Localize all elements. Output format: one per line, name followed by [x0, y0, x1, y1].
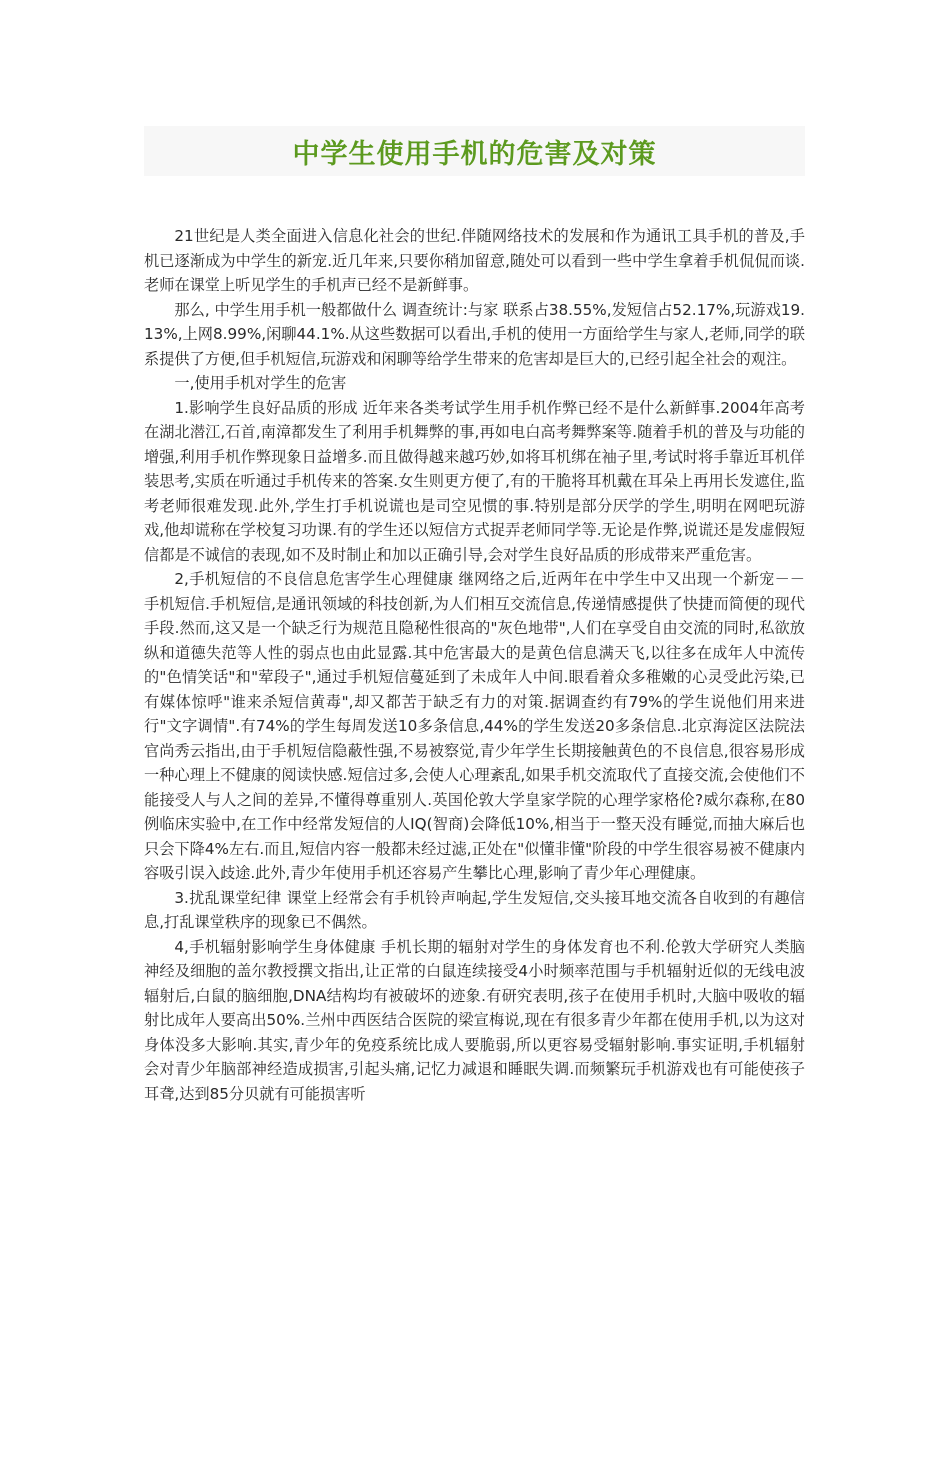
paragraph-survey: 那么, 中学生用手机一般都做什么 调查统计:与家 联系占38.55%,发短信占52.17%,玩游戏19.13%,上网8.99%,闲聊44.1%.从这些数据可以看出,手机的使用一方面给学生与家人,老师,同学的联系提供了方便,但手机短信,玩游戏和闲聊等给学生带来的危害却是巨大的,已经引起全社会的观注。 — [144, 300, 805, 368]
paragraph-point-4: 4,手机辐射影响学生身体健康 手机长期的辐射对学生的身体发育也不利.伦敦大学研究人类脑神经及细胞的盖尔教授撰文指出,让正常的白鼠连续接受4小时频率范围与手机辐射近似的无线电波辐射后,白鼠的脑细胞,DNA结构均有被破坏的迹象.有研究表明,孩子在使用手机时,大脑中吸收的辐射比成年人要高出50%.兰州中西医结合医院的梁宣梅说,现在有很多青少年都在使用手机,以为这对身体没多大影响.其实,青少年的免疫系统比成人要脆弱,所以更容易受辐射影响.事实证明,手机辐射会对青少年脑部神经造成损害,引起头痛,记忆力减退和睡眠失调.而频繁玩手机游戏也有可能使孩子耳聋,达到85分贝就有可能损害听 — [144, 937, 805, 1103]
paragraph-intro: 21世纪是人类全面进入信息化社会的世纪.伴随网络技术的发展和作为通讯工具手机的普及,手机已逐渐成为中学生的新宠.近几年来,只要你稍加留意,随处可以看到一些中学生拿着手机侃侃而谈.老师在课堂上听见学生的手机声已经不是新鲜事。 — [144, 227, 805, 294]
document-body — [144, 224, 805, 1106]
page-title: 中学生使用手机的危害及对策 — [292, 138, 657, 170]
section-heading: 一,使用手机对学生的危害 — [174, 374, 347, 392]
paragraph-point-2: 2,手机短信的不良信息危害学生心理健康 继网络之后,近两年在中学生中又出现一个新宠－－手机短信.手机短信,是通讯领域的科技创新,为人们相互交流信息,传递情感提供了快捷而简便的现代手段.然而,这又是一个缺乏行为规范且隐秘性很高的"灰色地带",人们在享受自由交流的同时,私欲放纵和道德失范等人性的弱点也由此显露.其中危害最大的是黄色信息满天飞,以往多在成年人中流传的"色情笑话"和"荤段子",通过手机短信蔓延到了未成年人中间.眼看着众多稚嫩的心灵受此污染,已有媒体惊呼"谁来杀短信黄毒",却又都苦于缺乏有力的对策.据调查约有79%的学生说他们用来进行"文字调情".有74%的学生每周发送10多条信息,44%的学生发送20多条信息.北京海淀区法院法官尚秀云指出,由于手机短信隐蔽性强,不易被察觉,青少年学生长期接触黄色的不良信息,很容易形成一种心理上不健康的阅读快感.短信过多,会使人心理紊乱,如果手机交流取代了直接交流,会使他们不能接受人与人之间的差异,不懂得尊重别人.英国伦敦大学皇家学院的心理学家格伦?威尔森称,在80例临床实验中,在工作中经常发短信的人IQ(智商)会降低10%,相当于一整天没有睡觉,而抽大麻后也只会下降4%左右.而且,短信内容一般都未经过滤,正处在"似懂非懂"阶段的中学生很容易被不健康内容吸引误入歧途.此外,青少年使用手机还容易产生攀比心理,影响了青少年心理健康。 — [144, 570, 805, 882]
document-page — [0, 126, 950, 1470]
title-band — [144, 126, 805, 176]
paragraph-point-3: 3.扰乱课堂纪律 课堂上经常会有手机铃声响起,学生发短信,交头接耳地交流各自收到的有趣信息,打乱课堂秩序的现象已不偶然。 — [144, 888, 805, 931]
paragraph-point-1: 1.影响学生良好品质的形成 近年来各类考试学生用手机作弊已经不是什么新鲜事.2004年高考在湖北潜江,石首,南漳都发生了利用手机舞弊的事,再如电白高考舞弊案等.随着手机的普及与功能的增强,利用手机作弊现象日益增多.而且做得越来越巧妙,如将耳机绑在袖子里,考试时将手靠近耳机佯装思考,实质在听通过手机传来的答案.女生则更方便了,有的干脆将耳机戴在耳朵上再用长发遮住,监考老师很难发现.此外,学生打手机说谎也是司空见惯的事.特别是部分厌学的学生,明明在网吧玩游戏,他却谎称在学校复习功课.有的学生还以短信方式捉弄老师同学等.无论是作弊,说谎还是发虚假短信都是不诚信的表现,如不及时制止和加以正确引导,会对学生良好品质的形成带来严重危害。 — [144, 398, 805, 564]
